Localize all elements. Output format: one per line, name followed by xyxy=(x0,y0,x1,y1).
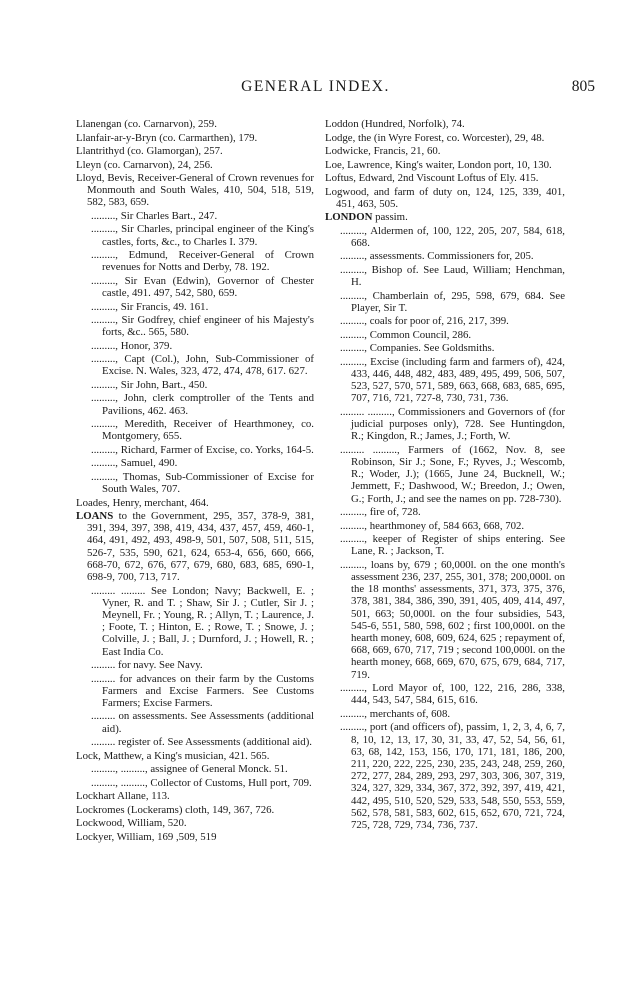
index-entry xyxy=(76,777,314,789)
index-entry-text: ........., Samuel, 490. xyxy=(91,457,178,470)
index-entry xyxy=(76,497,314,509)
index-entry xyxy=(325,172,565,184)
index-entry-text: ........., Chamberlain of, 295, 598, 679, 684. See Player, Sir T. xyxy=(340,289,565,314)
index-entry xyxy=(325,356,565,405)
index-entry xyxy=(76,145,314,157)
index-entry xyxy=(76,223,314,247)
index-entry-text: ........., loans by, 679 ; 60,000l. on the one month's assessment 236, 237, 255, 301, 378; 200,000l. on the 18 months' assessments, 371, 373, 375, 376, 378, 381, 384, 386, 390, 391, 405, 409, 414, 497, 501, 663; 50,000l. on the four subsidies, 543, 545-6, 551, 580, 598, 602 ; first 100,000l. on the hearth money, 608, 609, 624, 625 ; repayment of, 668, 669, 670, 717, 719 ; second 100,000l. on the hearth money, 668, 669, 670, 675, 679, 684, 717, 719. xyxy=(340,558,565,681)
index-entry-text: Lodge, the (in Wyre Forest, co. Worcester), 29, 48. xyxy=(325,131,545,144)
index-entry xyxy=(76,659,314,671)
index-entry xyxy=(76,817,314,829)
index-entry xyxy=(76,249,314,273)
index-entry xyxy=(76,159,314,171)
index-entry xyxy=(76,804,314,816)
index-entry xyxy=(325,159,565,171)
index-entry xyxy=(325,186,565,210)
index-entry-text: ........., Aldermen of, 100, 122, 205, 207, 584, 618, 668. xyxy=(340,224,565,249)
index-entry xyxy=(76,301,314,313)
index-entry-text: ........., Lord Mayor of, 100, 122, 216, 286, 338, 444, 543, 547, 584, 615, 616. xyxy=(340,682,565,707)
index-entry-text: ......... ........., Commissioners and Governors of (for judicial purposes only), 728. See Huntingdon, R.; Kingdon, R.; James, J.; Forth, W. xyxy=(340,405,565,443)
index-entry xyxy=(76,210,314,222)
index-entry-text: ......... ......... See London; Navy; Backwell, E. ; Vyner, R. and T. ; Shaw, Sir J. ; Cutler, Sir J. ; Meynell, Fr. ; Young, R. ; Allyn, T. ; Laurence, J. ; Foote, T. ; Hinton, E. ; Rowe, T. ; Snowe, J. ; Colville, J. ; Ball, J. ; Durnford, J. ; Howell, R. ; East India Co. xyxy=(91,584,314,658)
index-entry xyxy=(76,132,314,144)
index-entry-text: ........., Capt (Col.), John, Sub-Commissioner of Excise. N. Wales, 323, 472, 474, 478, 617. 627. xyxy=(91,353,314,378)
index-entry xyxy=(325,315,565,327)
page-number: 805 xyxy=(571,78,595,95)
index-entry-text: ......... ........., Farmers of (1662, Nov. 8, see Robinson, Sir J.; Sone, F.; Ryves, J.; Wescomb, R.; Woder, J.); (1665, June 24, Bucknell, W.; Jemmett, F.; Dashwood, W.; Breedon, J.; Owen, G.; Forth, J.; and see the names on pp. 728-730). xyxy=(340,443,565,505)
index-entry-text: ........., John, clerk comptroller of the Tents and Pavilions, 462. 463. xyxy=(91,392,314,417)
index-entry xyxy=(76,314,314,338)
index-entry-text: ........., ........., Collector of Customs, Hull port, 709. xyxy=(91,776,312,789)
index-entry xyxy=(325,225,565,249)
index-entry-text: Lock, Matthew, a King's musician, 421. 565. xyxy=(76,749,270,762)
index-entry xyxy=(325,118,565,130)
index-entry-text: ........., Sir Francis, 49. 161. xyxy=(91,300,209,313)
index-entry-text: ........., Honor, 379. xyxy=(91,339,173,352)
index-entry-text: ........., coals for poor of, 216, 217, 399. xyxy=(340,315,509,328)
index-entry xyxy=(325,342,565,354)
index-entry-text: ........., Sir John, Bart., 450. xyxy=(91,378,208,391)
page-header xyxy=(0,78,631,102)
index-entry-text: Logwood, and farm of duty on, 124, 125, 339, 401, 451, 463, 505. xyxy=(325,185,565,210)
index-entry-text: ........., Companies. See Goldsmiths. xyxy=(340,342,495,355)
index-entry xyxy=(76,340,314,352)
index-entry-text: ........., keeper of Register of ships entering. See Lane, R. ; Jackson, T. xyxy=(340,533,565,558)
index-entry xyxy=(325,708,565,720)
index-entry xyxy=(76,790,314,802)
index-entry-text: ........., Richard, Farmer of Excise, co. Yorks, 164-5. xyxy=(91,443,314,456)
index-entry xyxy=(325,520,565,532)
index-entry-text: ........., Excise (including farm and farmers of), 424, 433, 446, 448, 482, 483, 489, 495, 499, 506, 507, 523, 527, 570, 571, 589, 663, 668, 683, 685, 695, 707, 716, 721, 727-8, 730, 731, 736. xyxy=(340,355,565,405)
index-entry-text: Lodwicke, Francis, 21, 60. xyxy=(325,145,441,157)
index-entry-text: Loe, Lawrence, King's waiter, London port, 10, 130. xyxy=(325,158,552,171)
index-entry-text: ........., Bishop of. See Laud, William; Henchman, H. xyxy=(340,263,565,289)
index-entry-text: Llantrithyd (co. Glamorgan), 257. xyxy=(76,145,223,157)
index-entry-text: ......... register of. See Assessments (additional aid). xyxy=(91,736,312,749)
index-entry-text: Lockwood, William, 520. xyxy=(76,817,187,830)
index-entry-text: ......... for advances on their farm by the Customs Farmers and Excise Farmers. See Customs Farmers; Excise Farmers. xyxy=(91,672,314,709)
index-entry-text: ........., Meredith, Receiver of Hearthmoney, co. Montgomery, 655. xyxy=(91,418,314,443)
index-entry xyxy=(76,379,314,391)
index-entry xyxy=(325,721,565,831)
index-entry xyxy=(76,710,314,734)
index-entry-text: to the Government, 295, 357, 378-9, 381, 391, 394, 397, 398, 419, 434, 437, 457, 459, 460-1, 464, 491, 492, 493, 498-9, 501, 507, 508, 511, 515, 526-7, 535, 590, 621, 624, 653-4, 656, 660, 666, 668-70, 672, 676, 677, 679, 680, 683, 685, 690-1, 698-9, 700, 713, 717. xyxy=(87,510,314,584)
index-entry-text: Lockromes (Lockerams) cloth, 149, 367, 726. xyxy=(76,803,275,816)
index-entry-text: ........., fire of, 728. xyxy=(340,506,421,519)
index-entry xyxy=(76,392,314,416)
index-entry-text: ........., Sir Evan (Edwin), Governor of Chester castle, 491. 497, 542, 580, 659. xyxy=(91,274,314,300)
index-entry xyxy=(76,471,314,495)
index-entry-text: ........., Common Council, 286. xyxy=(340,328,472,341)
index-entry xyxy=(325,533,565,557)
index-heading: LONDON xyxy=(325,211,373,224)
index-entry xyxy=(325,682,565,706)
index-entry xyxy=(76,444,314,456)
index-entry xyxy=(76,457,314,469)
index-entry xyxy=(76,736,314,748)
index-entry xyxy=(325,264,565,288)
index-entry-text: ........., Sir Charles Bart., 247. xyxy=(91,209,218,222)
index-entry-text: Llanfair-ar-y-Bryn (co. Carmarthen), 179. xyxy=(76,131,258,144)
index-entry xyxy=(76,673,314,710)
index-entry xyxy=(325,406,565,443)
index-entry xyxy=(325,329,565,341)
index-entry-text: ......... for navy. See Navy. xyxy=(91,659,203,672)
index-entry-text: ......... on assessments. See Assessments (additional aid). xyxy=(91,710,314,735)
index-entry-text: ........., assessments. Commissioners for, 205. xyxy=(340,250,534,263)
index-entry xyxy=(76,275,314,299)
index-entry-text: ........., hearthmoney of, 584 663, 668, 702. xyxy=(340,519,525,532)
index-entry-text: Lleyn (co. Carnarvon), 24, 256. xyxy=(76,158,213,171)
index-column-left xyxy=(76,118,314,844)
index-entry xyxy=(325,211,565,223)
index-entry-text: ........., Sir Godfrey, chief engineer of his Majesty's forts, &c.. 565, 580. xyxy=(91,314,314,339)
index-entry-text: Lockhart Allane, 113. xyxy=(76,790,170,803)
index-entry xyxy=(76,418,314,442)
index-entry-text: passim. xyxy=(372,211,408,224)
index-entry-text: ........., Thomas, Sub-Commissioner of Excise for South Wales, 707. xyxy=(91,470,314,496)
index-entry xyxy=(325,290,565,314)
index-entry xyxy=(76,510,314,583)
index-entry-text: ........., ........., assignee of General Monck. 51. xyxy=(91,763,288,776)
index-heading: LOANS xyxy=(76,510,114,523)
index-entry-text: Lockyer, William, 169 ,509, 519 xyxy=(76,830,217,843)
index-entry xyxy=(325,250,565,262)
index-entry-text: Loades, Henry, merchant, 464. xyxy=(76,496,209,509)
index-entry xyxy=(76,585,314,658)
index-entry xyxy=(76,831,314,843)
index-entry-text: ........., merchants of, 608. xyxy=(340,707,451,720)
index-entry xyxy=(76,118,314,130)
index-entry-text: ........., Sir Charles, principal engineer of the King's castles, forts, &c., to Charles I. 379. xyxy=(91,223,314,248)
index-entry-text: ........., Edmund, Receiver-General of Crown revenues for Notts and Derby, 78. 192. xyxy=(91,249,314,274)
index-entry xyxy=(325,132,565,144)
index-entry xyxy=(325,145,565,157)
index-entry xyxy=(76,172,314,209)
index-entry-text: Loddon (Hundred, Norfolk), 74. xyxy=(325,118,465,130)
index-entry xyxy=(325,559,565,681)
index-entry xyxy=(76,763,314,775)
index-entry xyxy=(325,506,565,518)
index-entry-text: Loftus, Edward, 2nd Viscount Loftus of Ely. 415. xyxy=(325,172,539,184)
running-title: GENERAL INDEX. xyxy=(241,78,390,95)
index-entry xyxy=(76,750,314,762)
index-entry-text: Llanengan (co. Carnarvon), 259. xyxy=(76,118,217,130)
index-entry-text: Lloyd, Bevis, Receiver-General of Crown revenues for Monmouth and South Wales, 410, 504, 518, 519, 582, 583, 659. xyxy=(76,172,314,209)
index-entry xyxy=(76,353,314,377)
index-entry-text: ........., port (and officers of), passim, 1, 2, 3, 4, 6, 7, 8, 10, 12, 13, 17, 30, 31, 33, 47, 52, 54, 56, 61, 63, 68, 142, 153, 156, 170, 171, 181, 186, 200, 211, 220, 222, 225, 230, 235, 243, 248, 259, 260, 272, 277, 284, 289, 293, 297, 303, 306, 307, 319, 324, 327, 329, 334, 367, 372, 392, 397, 419, 421, 442, 495, 510, 520, 529, 533, 548, 550, 553, 559, 562, 578, 581, 583, 602, 615, 652, 670, 721, 724, 725, 728, 729, 734, 736, 737. xyxy=(340,721,565,831)
index-entry xyxy=(325,444,565,505)
index-column-right xyxy=(325,118,565,833)
